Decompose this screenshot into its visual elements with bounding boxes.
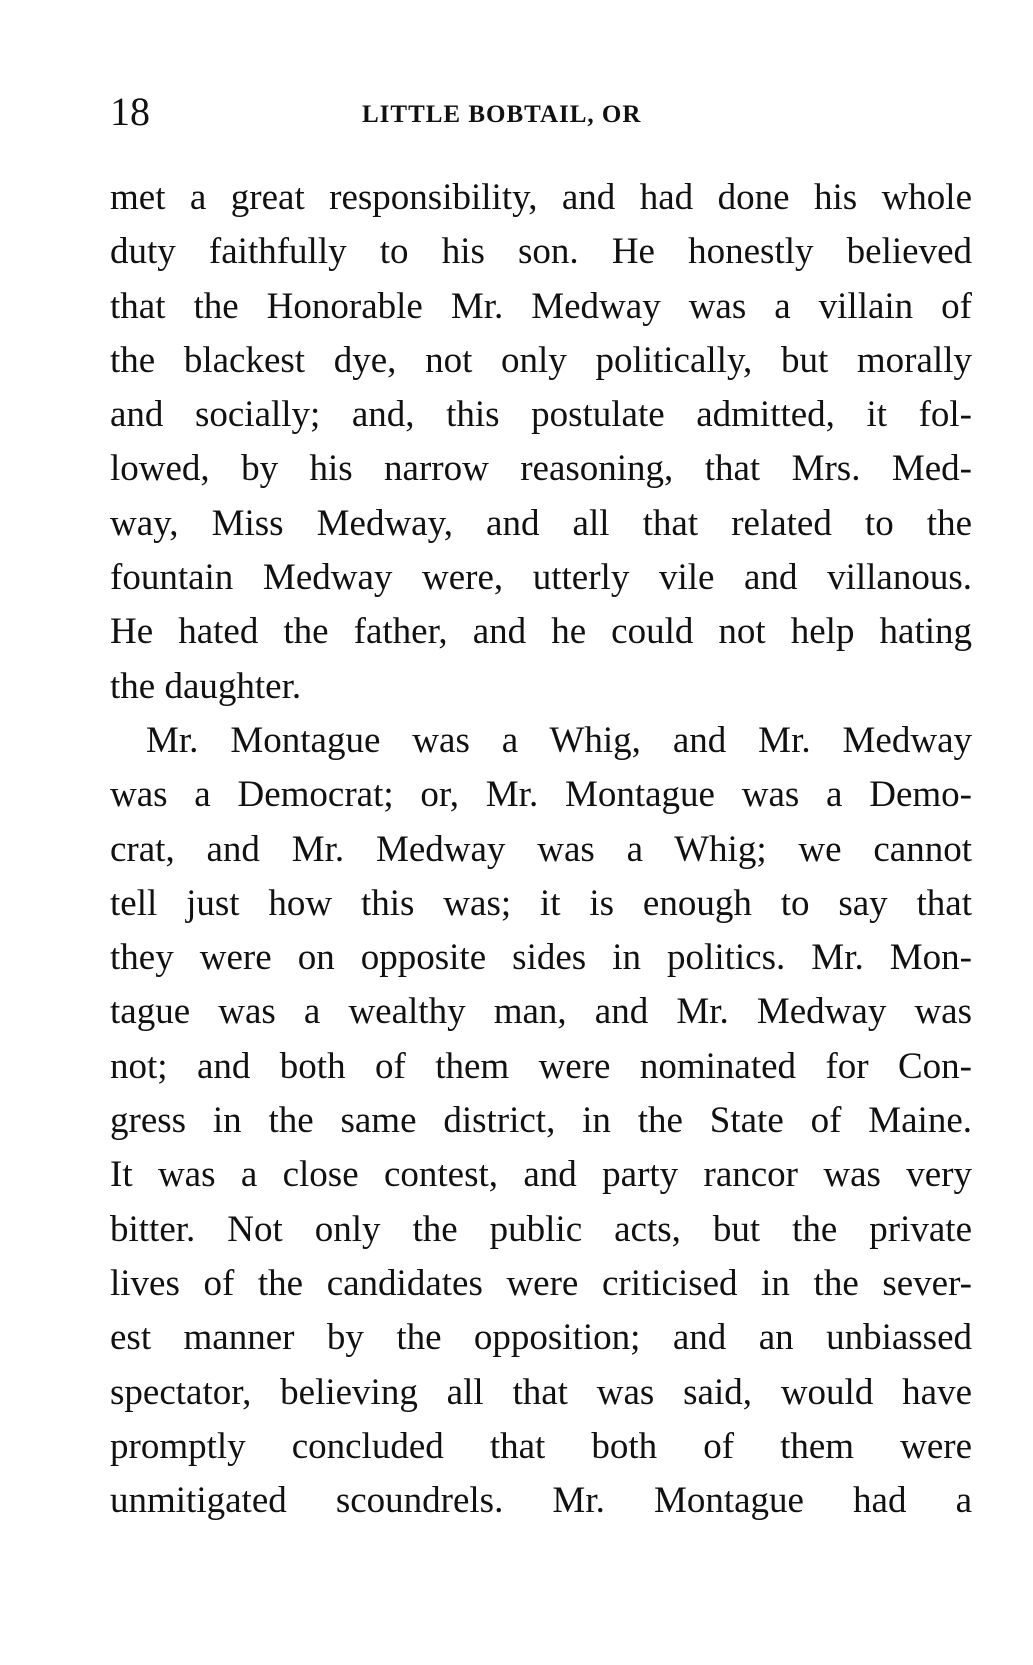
text-line: lowed, by his narrow reasoning, that Mrs. Med- (110, 448, 972, 490)
running-title: LITTLE BOBTAIL, OR (362, 101, 642, 128)
text-line: spectator, believing all that was said, would have (110, 1371, 972, 1413)
text-line: lives of the candidates were criticised in the sever- (110, 1262, 972, 1304)
text-line: est manner by the opposition; and an unbiassed (110, 1317, 972, 1359)
text-line: that the Honorable Mr. Medway was a villain of (110, 285, 972, 327)
text-line: duty faithfully to his son. He honestly believed (110, 231, 972, 273)
text-line: Mr. Montague was a Whig, and Mr. Medway (146, 719, 972, 761)
text-line: It was a close contest, and party rancor was very (110, 1154, 972, 1196)
text-line: tell just how this was; it is enough to say that (110, 882, 972, 924)
page-number: 18 (110, 89, 150, 134)
text-line: gress in the same district, in the State of Maine. (110, 1100, 972, 1142)
paragraph-2 (110, 714, 972, 1528)
page-header (110, 89, 970, 142)
text-line: unmitigated scoundrels. Mr. Montague had a (110, 1480, 972, 1522)
text-line: the blackest dye, not only politically, but morally (110, 339, 972, 381)
text-line: tague was a wealthy man, and Mr. Medway was (110, 991, 972, 1033)
text-line: crat, and Mr. Medway was a Whig; we cannot (110, 828, 972, 870)
text-line: not; and both of them were nominated for Con- (110, 1045, 972, 1087)
paragraph-1 (110, 171, 972, 714)
text-line: way, Miss Medway, and all that related to the (110, 502, 972, 544)
text-line: met a great responsibility, and had done his whole (110, 177, 972, 218)
text-line: they were on opposite sides in politics. Mr. Mon- (110, 937, 972, 979)
text-line: He hated the father, and he could not help hating (110, 611, 972, 653)
body-text (110, 171, 972, 1528)
text-line: was a Democrat; or, Mr. Montague was a Demo- (110, 774, 972, 816)
text-line: promptly concluded that both of them were (110, 1425, 972, 1467)
text-line: bitter. Not only the public acts, but the private (110, 1208, 972, 1250)
text-line: the daughter. (110, 665, 302, 707)
text-line: fountain Medway were, utterly vile and villanous. (110, 557, 972, 599)
text-line: and socially; and, this postulate admitted, it fol- (110, 394, 972, 436)
